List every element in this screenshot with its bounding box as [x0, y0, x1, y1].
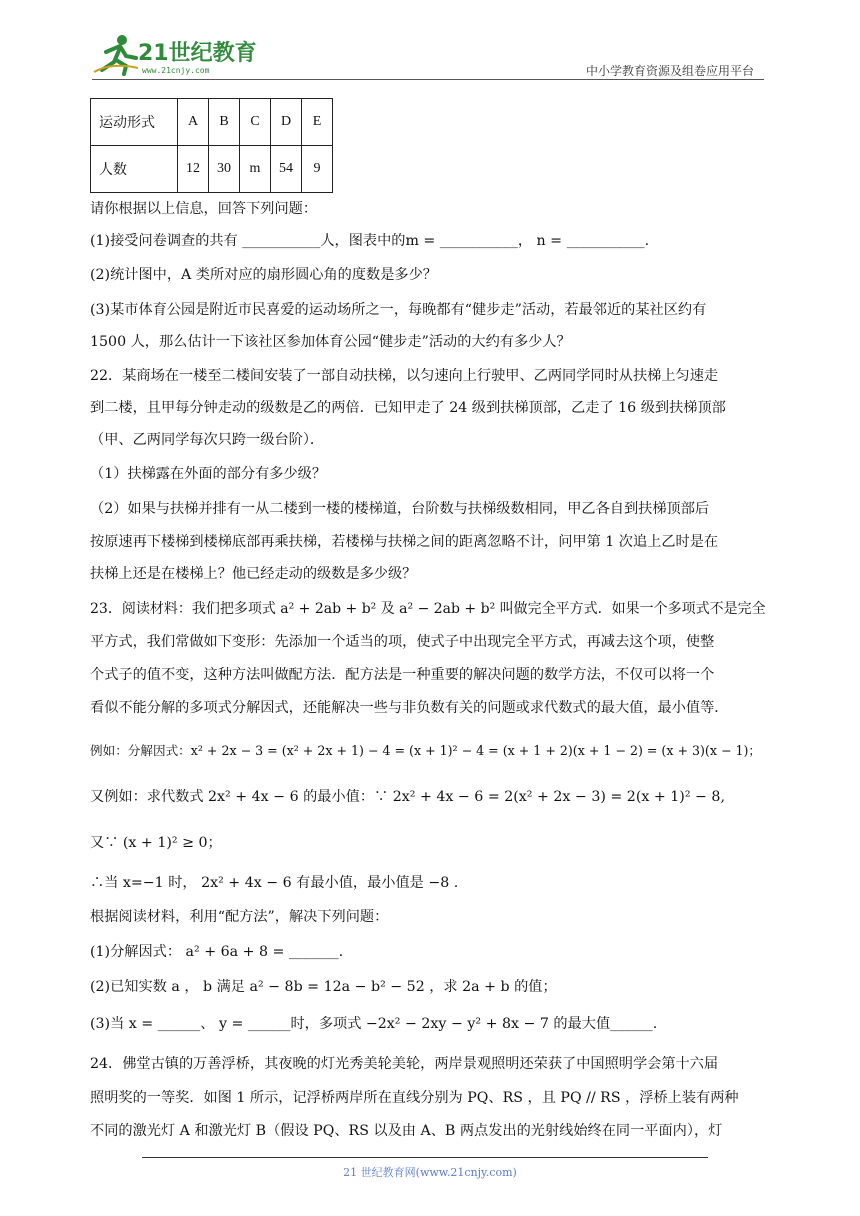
text-line: 扶梯上还是在楼梯上？他已经走动的级数是多少级？	[90, 566, 417, 582]
text-line: (1)接受问卷调查的共有 ___________人，图表中的m = ___________， n = ___________.	[90, 233, 650, 249]
table-row	[91, 146, 333, 193]
table-cell: C	[240, 99, 271, 146]
table-cell: D	[271, 99, 302, 146]
table-header-label: 运动形式	[91, 99, 178, 146]
text-line: 根据阅读材料，利用“配方法”，解决下列问题：	[90, 909, 389, 925]
page-header	[92, 28, 764, 80]
table-cell: B	[209, 99, 240, 146]
logo-text: 21世纪教育	[138, 41, 257, 66]
text-line: 照明奖的一等奖．如图 1 所示，记浮桥两岸所在直线分别为 PQ、RS ，且 PQ // RS ，浮桥上装有两种	[90, 1090, 739, 1106]
text-line: （甲、乙两同学每次只跨一级台阶）．	[90, 432, 325, 448]
math-line: 例如：分解因式：x² + 2x − 3 = (x² + 2x + 1) − 4 = (x + 1)² − 4 = (x + 1 + 2)(x + 1 − 2) = (x + 3)(x − 1)；	[90, 743, 762, 758]
table-cell: m	[240, 146, 271, 193]
text-line: （1）扶梯露在外面的部分有多少级？	[90, 466, 327, 482]
table-cell: 54	[271, 146, 302, 193]
page-footer: 21 世纪教育网(www.21cnjy.com)	[343, 1166, 517, 1179]
table-cell: 30	[209, 146, 240, 193]
table-cell: 12	[178, 146, 209, 193]
math-line: 又例如：求代数式 2x² + 4x − 6 的最小值：∵ 2x² + 4x − 6 = 2(x² + 2x − 3) = 2(x + 1)² − 8,	[90, 789, 725, 805]
math-line: (1)分解因式： a² + 6a + 8 = _______.	[90, 944, 344, 960]
text-line: 23．阅读材料：我们把多项式 a² + 2ab + b² 及 a² − 2ab + b² 叫做完全平方式．如果一个多项式不是完全	[90, 601, 766, 617]
table-row-label: 人数	[91, 146, 178, 193]
logo-url-text: www.21cnjy.com	[142, 66, 210, 75]
table-cell: 9	[302, 146, 333, 193]
math-line: (3)当 x = ______、 y = ______时，多项式 −2x² − 2xy − y² + 8x − 7 的最大值______.	[90, 1016, 658, 1032]
text-line: （2）如果与扶梯并排有一从二楼到一楼的楼梯道，台阶数与扶梯级数相同，甲乙各自到扶梯顶部后	[90, 501, 710, 517]
math-line: (2)已知实数 a ， b 满足 a² − 8b = 12a − b² − 52 ，求 2a + b 的值；	[90, 979, 557, 995]
exercise-table	[90, 98, 333, 193]
platform-name: 中小学教育资源及组卷应用平台	[585, 64, 754, 78]
site-logo	[92, 32, 262, 76]
text-line: 1500 人，那么估计一下该社区参加体育公园“健步走”活动的大约有多少人？	[90, 334, 571, 350]
text-line: 请你根据以上信息，回答下列问题：	[90, 201, 318, 217]
text-line: 到二楼，且甲每分钟走动的级数是乙的两倍．已知甲走了 24 级到扶梯顶部，乙走了 16 级到扶梯顶部	[90, 400, 726, 416]
footer-divider	[142, 1157, 708, 1158]
text-line: 不同的激光灯 A 和激光灯 B（假设 PQ、RS 以及由 A、B 两点发出的光射线始终在同一平面内），灯	[90, 1123, 723, 1139]
table-cell: A	[178, 99, 209, 146]
text-line: (3)某市体育公园是附近市民喜爱的运动场所之一，每晚都有“健步走”活动，若最邻近的某社区约有	[90, 302, 707, 318]
text-line: 看似不能分解的多项式分解因式，还能解决一些与非负数有关的问题或求代数式的最大值，最小值等．	[90, 700, 729, 716]
header-divider	[92, 79, 764, 80]
table-cell: E	[302, 99, 333, 146]
text-line: 24．佛堂古镇的万善浮桥，其夜晚的灯光秀美轮美轮，两岸景观照明还荣获了中国照明学会第十六届	[90, 1056, 719, 1072]
math-line: 又∵ (x + 1)² ≥ 0；	[90, 835, 222, 851]
text-line: 个式子的值不变，这种方法叫做配方法．配方法是一种重要的解决问题的数学方法，不仅可以将一个	[90, 667, 715, 683]
text-line: 按原速再下楼梯到楼梯底部再乘扶梯，若楼梯与扶梯之间的距离忽略不计，问甲第 1 次追上乙时是在	[90, 534, 719, 550]
text-line: 22．某商场在一楼至二楼间安装了一部自动扶梯，以匀速向上行驶甲、乙两同学同时从扶梯上匀速走	[90, 368, 719, 384]
text-line: 平方式，我们常做如下变形：先添加一个适当的项，使式子中出现完全平方式，再减去这个项，使整	[90, 634, 715, 650]
math-line: ∴当 x=−1 时， 2x² + 4x − 6 有最小值，最小值是 −8 .	[90, 875, 459, 891]
runner-logo-icon	[92, 32, 140, 76]
table-row	[91, 99, 333, 146]
text-line: (2)统计图中，A 类所对应的扇形圆心角的度数是多少？	[90, 267, 437, 283]
